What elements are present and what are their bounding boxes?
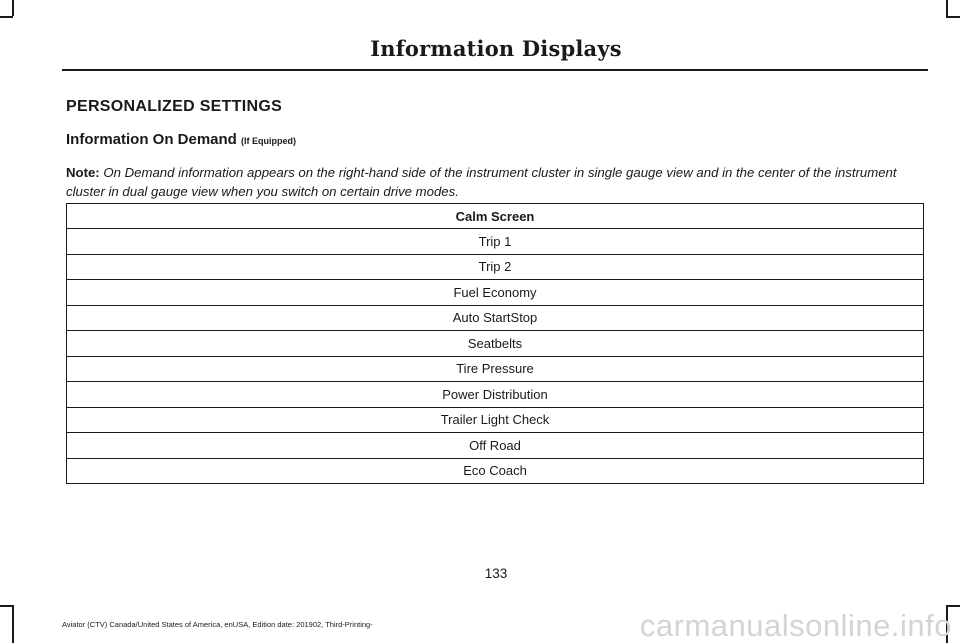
crop-mark-top-left-horizontal: [0, 16, 13, 18]
table-row: [67, 280, 924, 306]
crop-mark-bottom-right-horizontal: [946, 605, 960, 607]
table-cell: Auto StartStop: [67, 305, 924, 331]
table-row: [67, 331, 924, 357]
table-cell: Off Road: [67, 433, 924, 459]
crop-mark-top-left-vertical: [12, 0, 14, 16]
header-divider: [62, 69, 928, 71]
table-row: [67, 382, 924, 408]
table-cell: Seatbelts: [67, 331, 924, 357]
edition-footer: Aviator (CTV) Canada/United States of America, enUSA, Edition date: 201902, Third-Printing-: [62, 620, 373, 629]
table-cell: Tire Pressure: [67, 356, 924, 382]
table-row: [67, 407, 924, 433]
if-equipped-note: (If Equipped): [241, 136, 297, 146]
table-cell: Eco Coach: [67, 458, 924, 484]
table-cell: Fuel Economy: [67, 280, 924, 306]
table-cell: Trailer Light Check: [67, 407, 924, 433]
table-row: [67, 229, 924, 255]
table-row: [67, 305, 924, 331]
table-cell: Trip 2: [67, 254, 924, 280]
table-row: [67, 458, 924, 484]
note-label: Note:: [66, 165, 100, 180]
table-row: [67, 433, 924, 459]
crop-mark-bottom-left-horizontal: [0, 605, 13, 607]
crop-mark-top-right-vertical: [946, 0, 948, 16]
table-row: [67, 356, 924, 382]
display-menu-table: [66, 203, 924, 484]
page-number: 133: [484, 566, 508, 581]
table-header-row: [67, 204, 924, 229]
crop-mark-bottom-left-vertical: [12, 605, 14, 643]
page-header-title: Information Displays: [370, 36, 622, 61]
table-row: [67, 254, 924, 280]
sub-heading: [66, 131, 296, 148]
note-paragraph: [66, 163, 928, 201]
table-header-cell: Calm Screen: [67, 204, 924, 229]
table-cell: Power Distribution: [67, 382, 924, 408]
crop-mark-top-right-horizontal: [946, 16, 960, 18]
section-heading: PERSONALIZED SETTINGS: [66, 98, 283, 115]
sub-heading-text: Information On Demand: [66, 131, 237, 148]
site-watermark: carmanualsonline.info: [639, 608, 952, 643]
note-text: On Demand information appears on the right-hand side of the instrument cluster in single gauge view and in the center of the instrument cluster in dual gauge view when you switch on certain drive modes.: [66, 165, 897, 199]
table-cell: Trip 1: [67, 229, 924, 255]
